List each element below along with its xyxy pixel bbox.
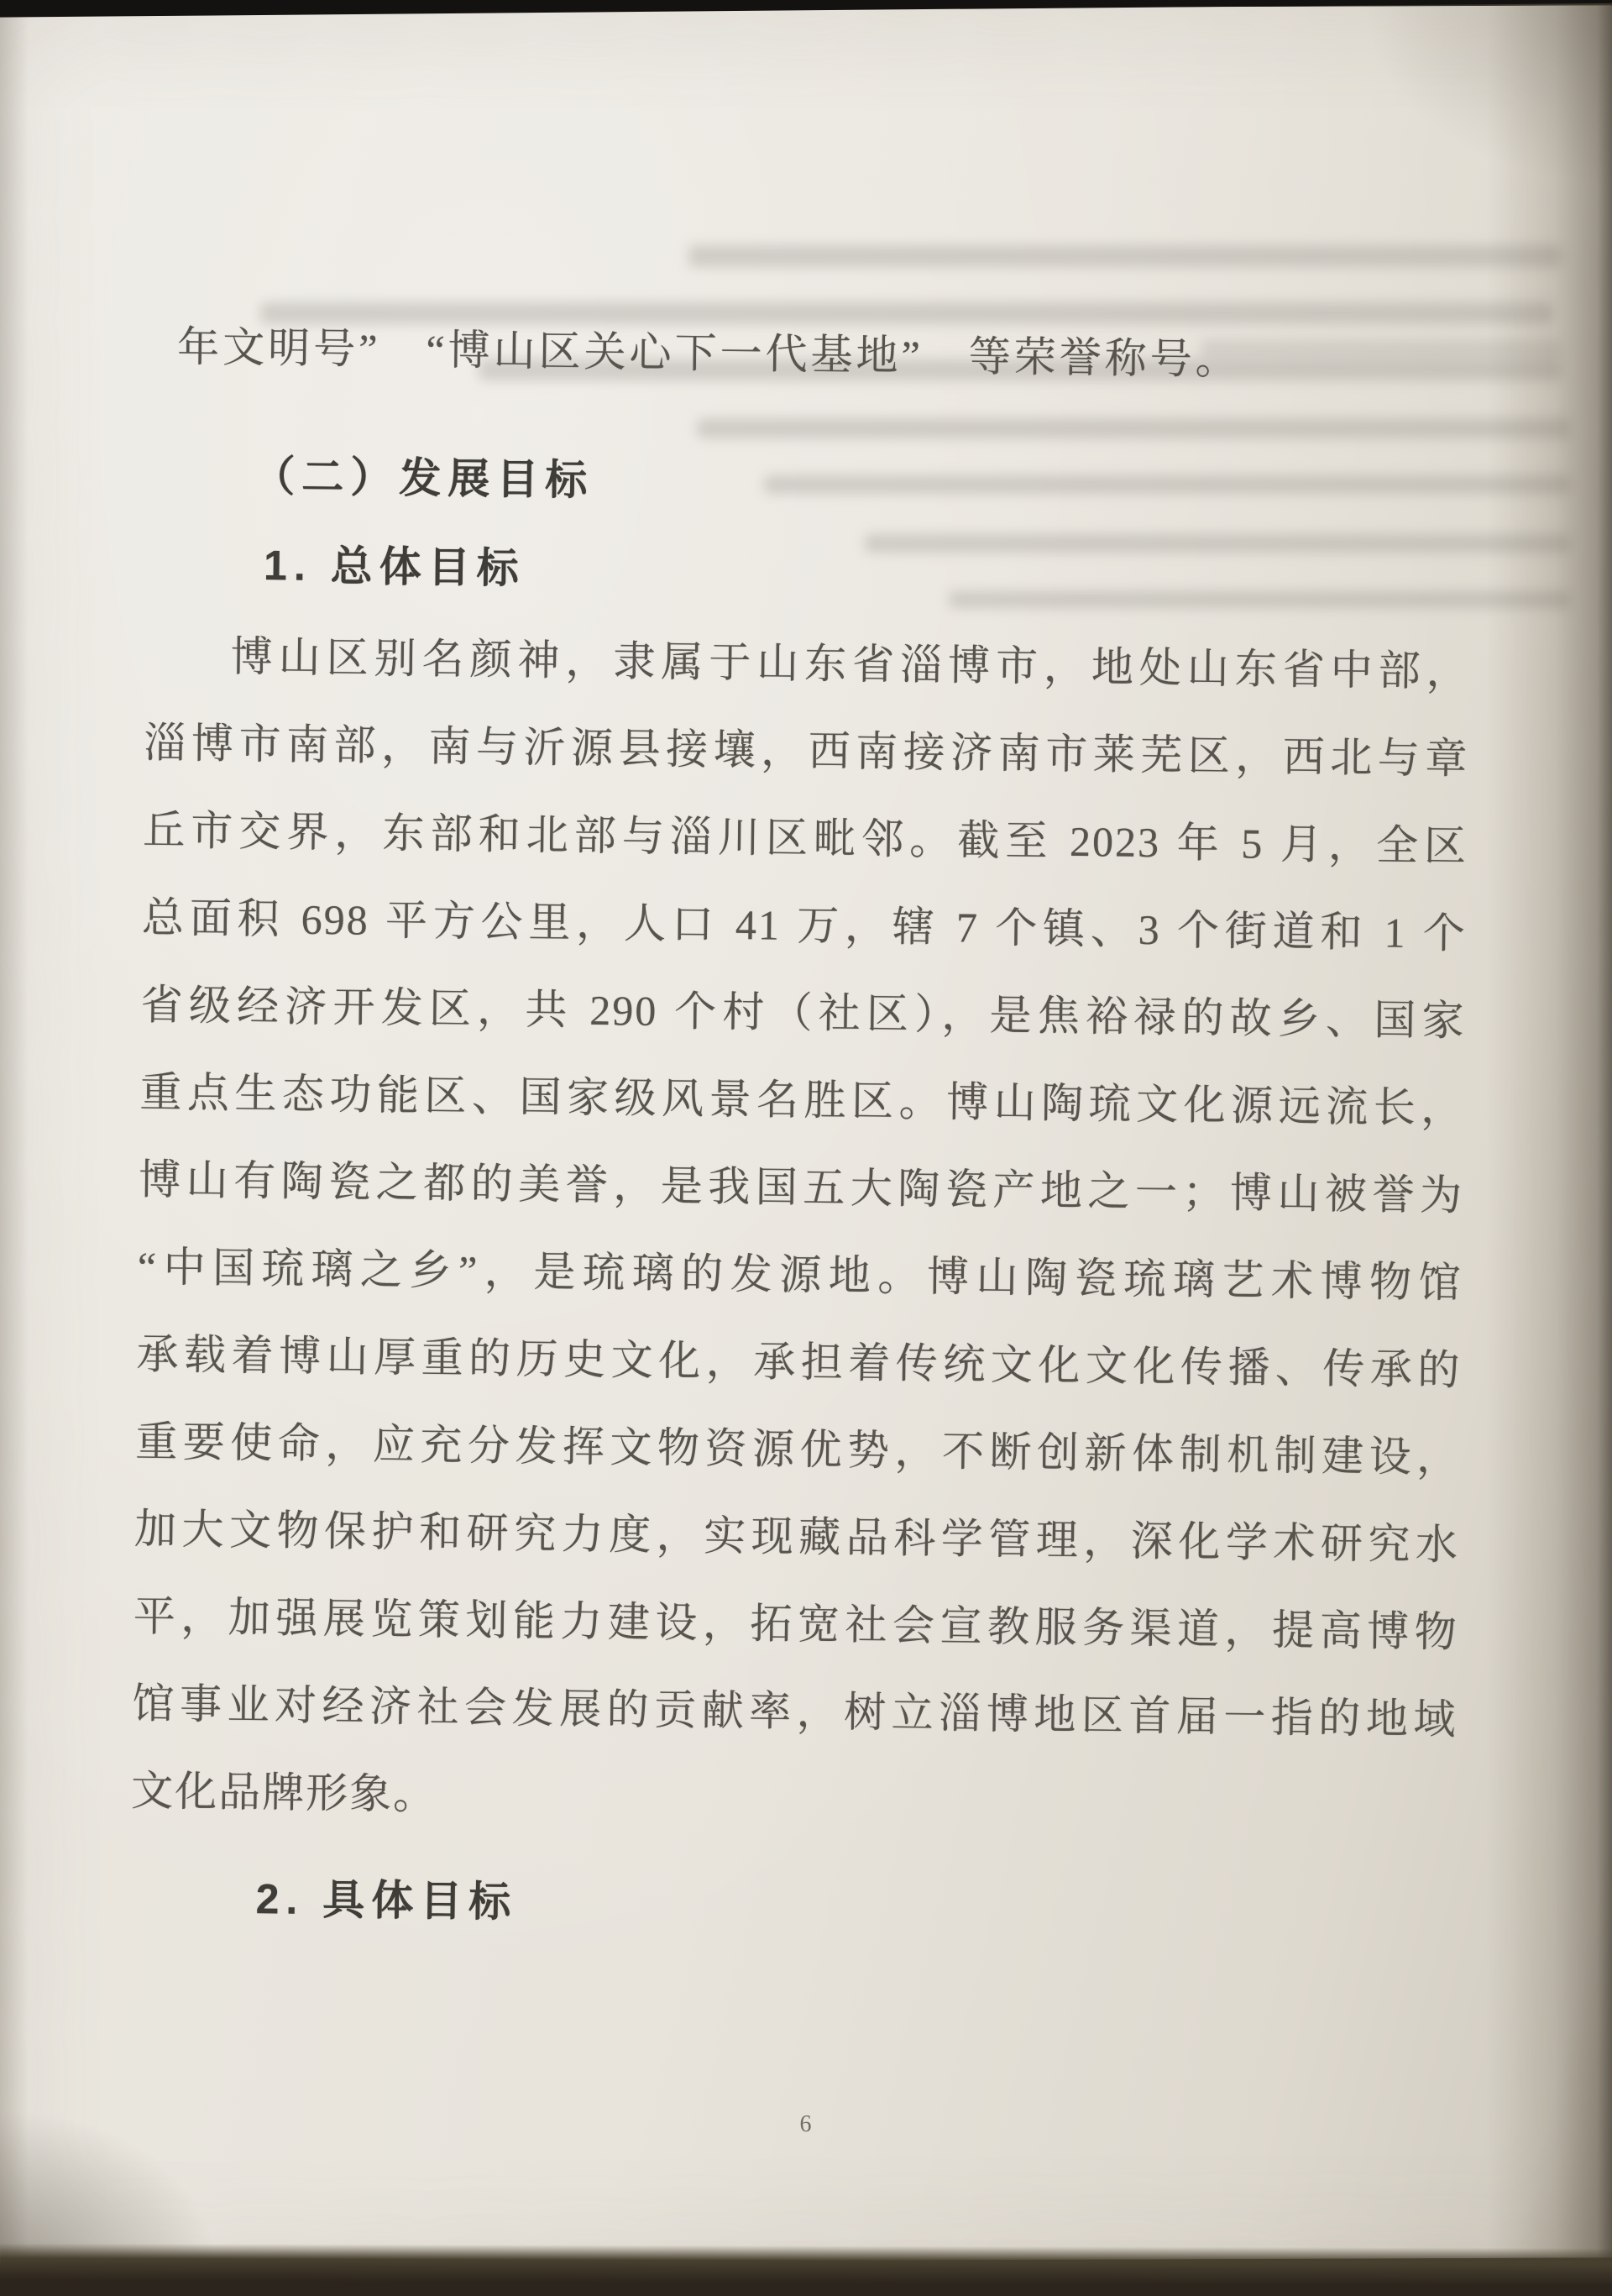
subsection-heading-overall-goal: 1. 总体目标 bbox=[263, 542, 526, 592]
paragraph-line: 馆事业对经济社会发展的贡献率，树立淄博地区首届一指的地域 bbox=[132, 1680, 1458, 1743]
paragraph-overall-goal bbox=[131, 611, 1471, 1850]
subsection-heading-specific-goal: 2. 具体目标 bbox=[255, 1875, 518, 1926]
right-shadow bbox=[1486, 0, 1612, 2296]
paragraph-line: 省级经济开发区，共 290 个村（社区），是焦裕禄的故乡、国家 bbox=[140, 981, 1466, 1045]
paragraph-line: “中国琉璃之乡”，是琉璃的发源地。博山陶瓷琉璃艺术博物馆 bbox=[137, 1243, 1463, 1307]
paragraph-line: 博山有陶瓷之都的美誉，是我国五大陶瓷产地之一；博山被誉为 bbox=[138, 1156, 1464, 1219]
paragraph-line: 承载着博山厚重的历史文化，承担着传统文化文化传播、传承的 bbox=[136, 1330, 1462, 1394]
top-right-shadow bbox=[1360, 0, 1612, 185]
page-content bbox=[125, 0, 1478, 2296]
left-shadow bbox=[0, 0, 29, 2296]
paragraph-line: 博山区别名颜神，隶属于山东省淄博市，地处山东省中部， bbox=[230, 632, 1471, 695]
paragraph-line: 重点生态功能区、国家级风景名胜区。博山陶琉文化源远流长， bbox=[139, 1068, 1465, 1132]
paragraph-line: 总面积 698 平方公里，人口 41 万，辖 7 个镇、3 个街道和 1 个 bbox=[141, 894, 1468, 957]
paragraph-line: 加大文物保护和研究力度，实现藏品科学管理，深化学术研究水 bbox=[133, 1505, 1460, 1569]
paragraph-line: 平，加强展览策划能力建设，拓宽社会宣教服务渠道，提高博物 bbox=[133, 1592, 1459, 1656]
paragraph-line: 丘市交界，东部和北部与淄川区毗邻。截至 2023 年 5 月，全区 bbox=[142, 806, 1468, 870]
photo-bottom-edge bbox=[0, 2243, 1612, 2296]
section-heading: （二）发展目标 bbox=[253, 452, 594, 504]
paragraph-line: 文化品牌形象。 bbox=[130, 1767, 437, 1818]
page-number: 6 bbox=[799, 2111, 813, 2137]
continuation-line: 年文明号” “博山区关心下一代基地” 等荣誉称号。 bbox=[176, 322, 1242, 384]
paragraph-line: 淄博市南部，南与沂源县接壤，西南接济南市莱芜区，西北与章 bbox=[144, 719, 1469, 783]
paragraph-line: 重要使命，应充分发挥文物资源优势，不断创新体制机制建设， bbox=[134, 1418, 1461, 1481]
